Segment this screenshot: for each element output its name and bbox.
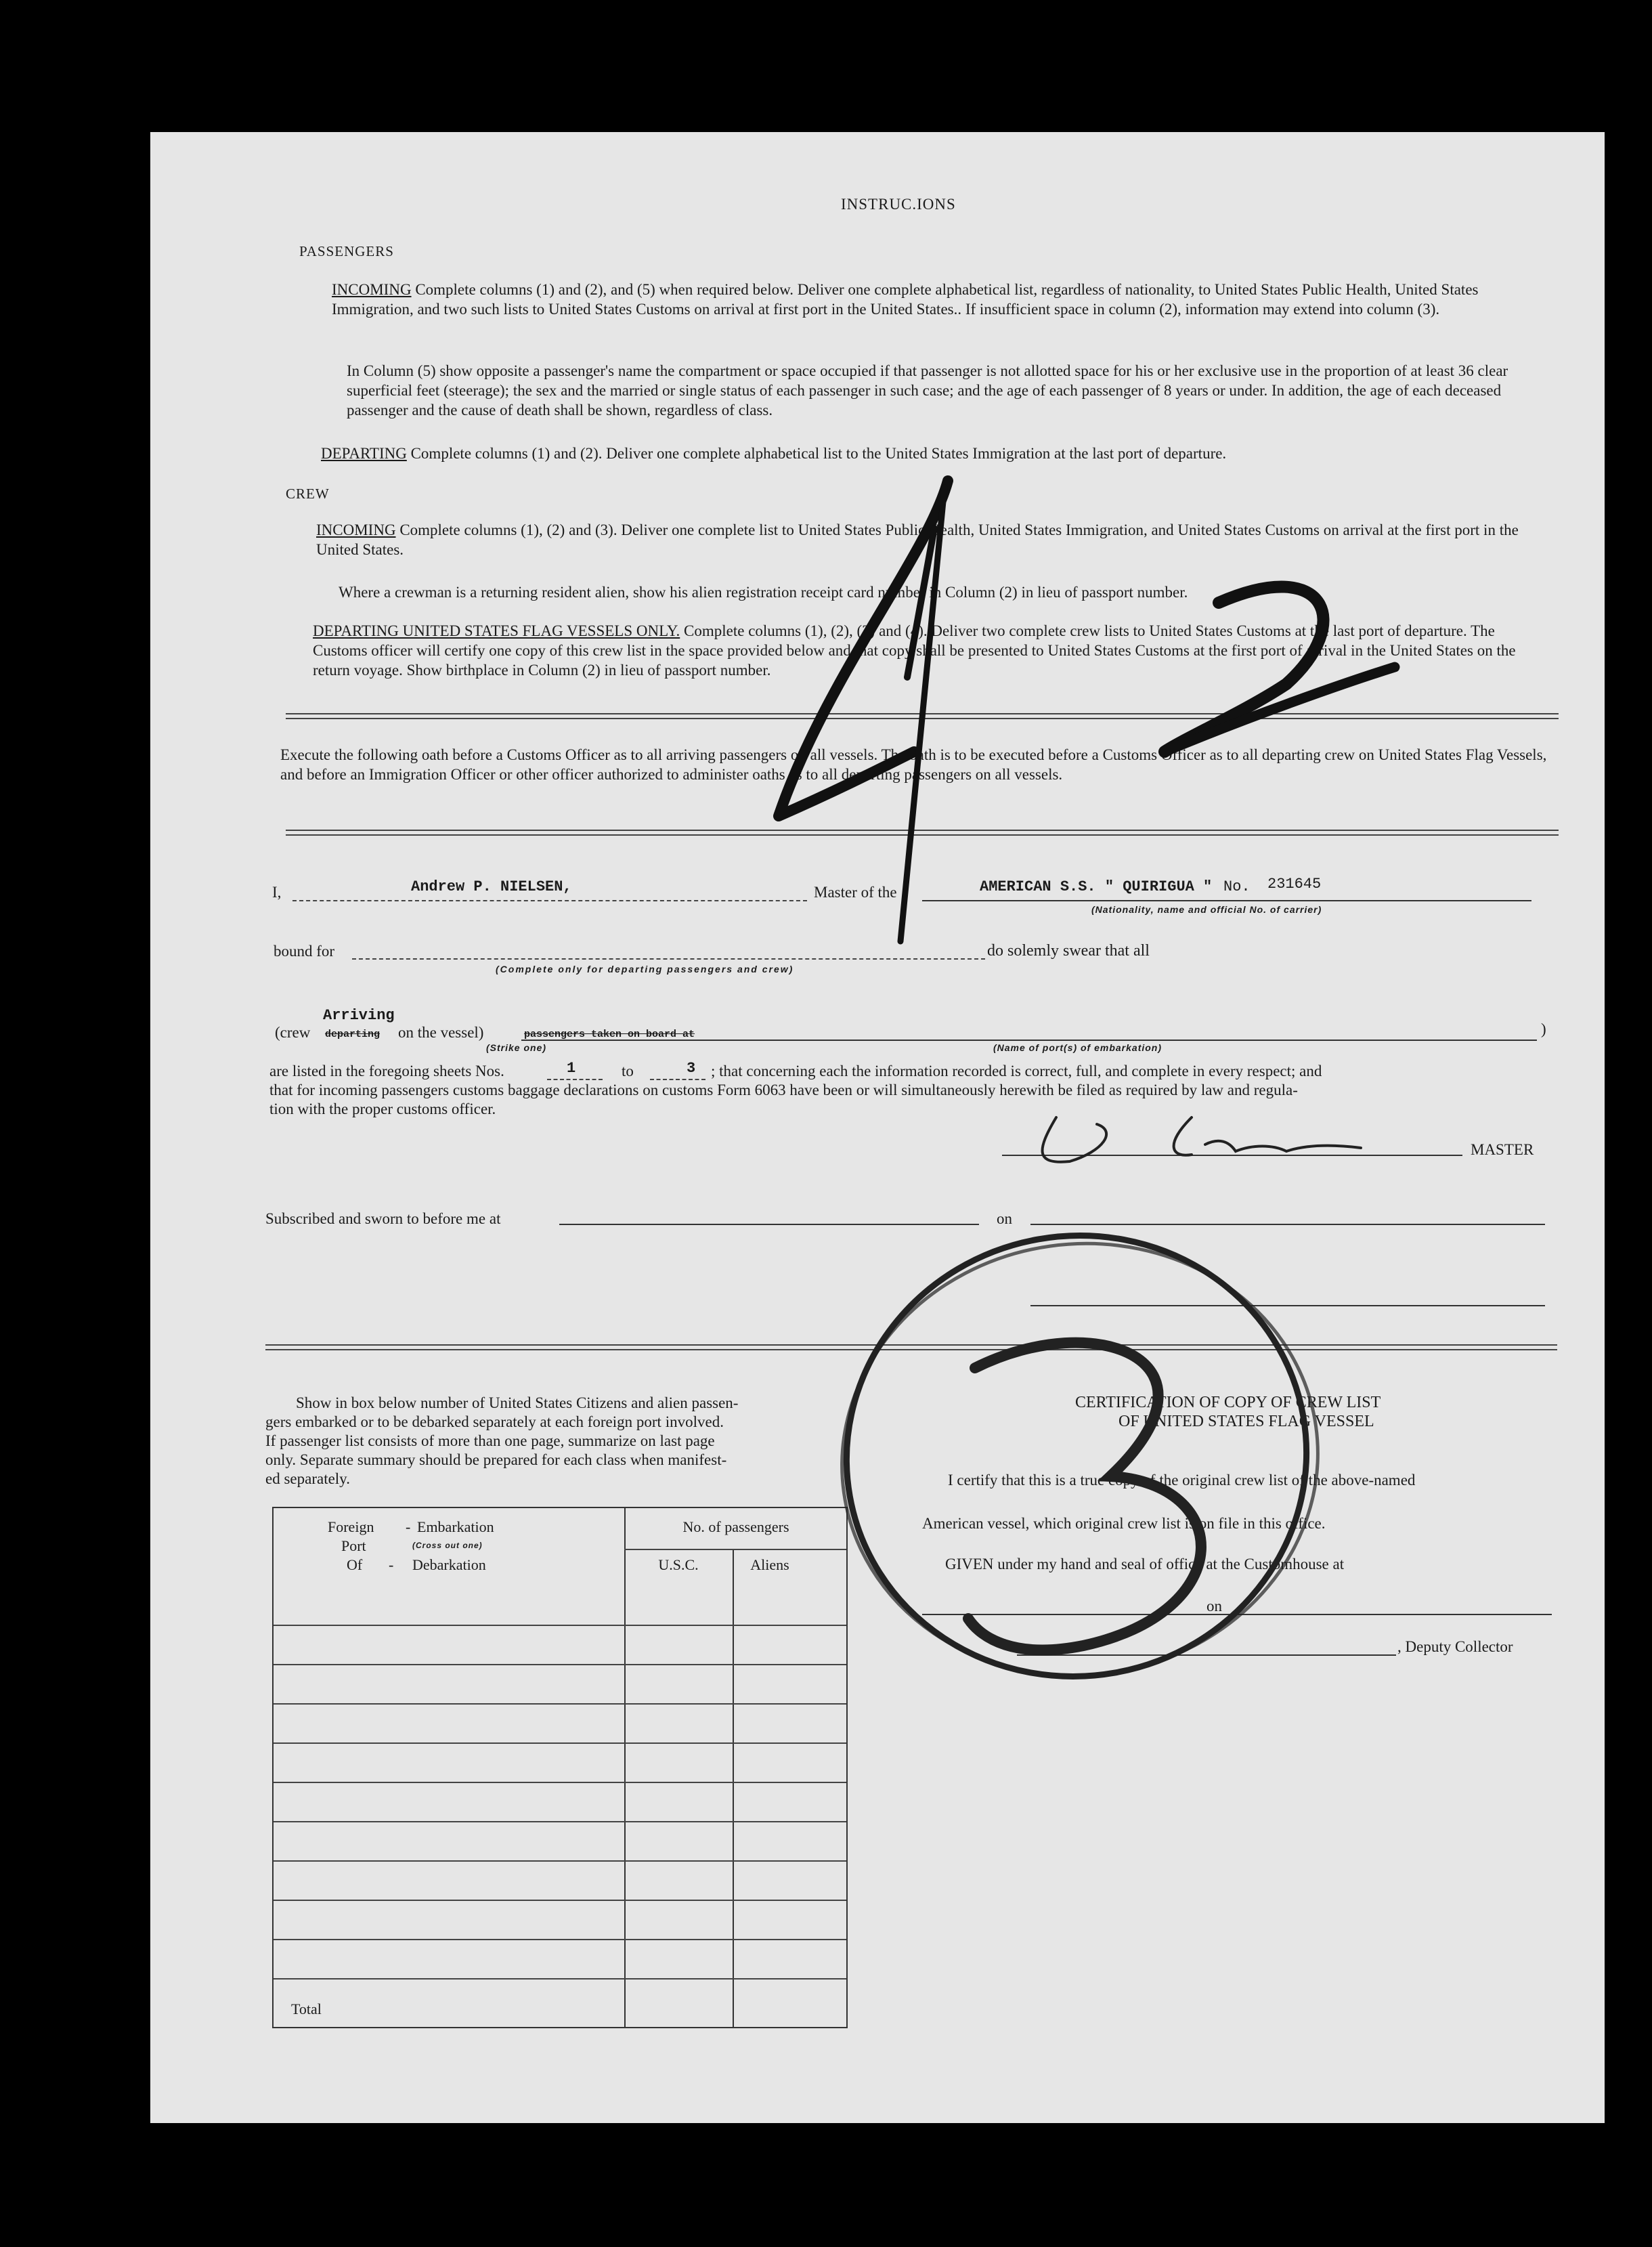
- port-caption: (Name of port(s) of embarkation): [993, 1042, 1162, 1053]
- divider-2: [286, 830, 1559, 836]
- col-dash-2: -: [389, 1556, 394, 1573]
- col-cross-out: (Cross out one): [412, 1541, 483, 1550]
- col-embarkation: Embarkation: [417, 1518, 494, 1535]
- sheet-from: 1: [567, 1060, 576, 1077]
- bound-for-line: [352, 958, 985, 960]
- bound-for-caption: (Complete only for departing passengers and crew): [496, 964, 794, 975]
- official-no: 231645: [1267, 876, 1322, 893]
- master-of-label: Master of the: [814, 884, 897, 901]
- incoming-label: INCOMING: [332, 281, 412, 298]
- crew-incoming-label: INCOMING: [316, 521, 396, 538]
- table-row-line: [274, 1664, 846, 1665]
- bound-for-label: bound for: [274, 943, 335, 960]
- total-label: Total: [291, 2000, 322, 2017]
- departing-text: Complete columns (1) and (2). Deliver one complete alphabetical list to the United States Immigration at the last port of departure.: [410, 445, 1227, 462]
- certification-line-1: I certify that this is a true copy of the original crew list of the above-named: [948, 1472, 1416, 1489]
- crew-incoming-paragraph: [316, 520, 1528, 559]
- crew-departing-text: Complete columns (1), (2), (3) and (4). Deliver two complete crew lists to United States Customs at the last port of departure. The Customs officer will certify one copy of this crew list in the space provided below and that copy shall be presented to United States Customs at the first port of arrival in the United States on the return voyage. Show birthplace in Column (2) in lieu of passport number.: [313, 622, 1516, 679]
- vessel-value: AMERICAN S.S. " QUIRIGUA ": [980, 878, 1213, 895]
- table-row-line: [274, 1900, 846, 1901]
- col-aliens: Aliens: [750, 1556, 789, 1573]
- master-label: MASTER: [1471, 1141, 1534, 1158]
- col-dash-1: -: [406, 1518, 411, 1535]
- sheets-prefix: are listed in the foregoing sheets Nos.: [269, 1063, 504, 1079]
- struck-passengers-text: passengers taken on board at: [524, 1029, 695, 1040]
- incoming-text: Complete columns (1) and (2), and (5) when required below. Deliver one complete alphabetical list, regardless of nationality, to United States Public Health, United States Immigration, and two such lists to United States Customs on arrival at first port in the United States.. If insufficient space in column (2), information may extend into column (3).: [332, 281, 1479, 318]
- arriving-label: Arriving: [323, 1007, 395, 1024]
- sheets-text-3: tion with the proper customs officer.: [269, 1100, 496, 1117]
- certification-title-1: CERTIFICATION OF COPY OF CREW LIST: [1075, 1394, 1381, 1411]
- passengers-incoming-paragraph: [332, 280, 1544, 319]
- sheets-text-2: that for incoming passengers customs baggage declarations on customs Form 6063 have been or will simultaneously herewith be filed as required by law and regula-: [269, 1082, 1298, 1098]
- on-vessel-text: on the vessel): [398, 1024, 484, 1041]
- instructions-title: INSTRUC.IONS: [841, 196, 956, 213]
- subscribed-on-label: on: [997, 1210, 1012, 1227]
- crew-departing-paragraph: [313, 621, 1552, 680]
- table-row-line: [274, 1742, 846, 1744]
- summary-line-2: gers embarked or to be debarked separately at each foreign port involved.: [265, 1413, 724, 1430]
- divider-1: [286, 713, 1559, 719]
- table-header-divider: [624, 1549, 846, 1550]
- master-signature-line: [1002, 1155, 1462, 1156]
- crew-prefix: (crew: [275, 1024, 311, 1041]
- table-row-line: [274, 1703, 846, 1705]
- certification-line-2: American vessel, which original crew list is on file in this office.: [922, 1515, 1326, 1532]
- summary-line-1: Show in box below number of United States Citizens and alien passen-: [296, 1394, 739, 1411]
- certification-line-3: GIVEN under my hand and seal of office at the Customhouse at: [945, 1556, 1345, 1572]
- subscribed-place-line: [559, 1224, 979, 1225]
- crew-heading: CREW: [286, 486, 330, 502]
- passengers-heading: PASSENGERS: [299, 243, 394, 259]
- port-line: [521, 1040, 1537, 1041]
- crew-incoming-text: Complete columns (1), (2) and (3). Deliver one complete list to United States Public Health, United States Immigration, and United States Customs on arrival at the first port in the United States.: [316, 521, 1519, 558]
- subscribed-label: Subscribed and sworn to before me at: [265, 1210, 501, 1227]
- column5-paragraph: In Column (5) show opposite a passenger's name the compartment or space occupied if that passenger is not allotted space for his or her exclusive use in the proportion of at least 36 clear superficial feet (steerage); the sex and the married or single status of each passenger in such case; and the age of each passenger of 8 years or under. In addition, the age of each deceased passenger and the cause of death shall be shown, regardless of class.: [347, 362, 1508, 419]
- summary-line-3: If passenger list consists of more than one page, summarize on last page: [265, 1432, 715, 1449]
- departing-label: DEPARTING: [321, 445, 407, 462]
- table-col-divider-2: [733, 1549, 734, 2027]
- vessel-caption: (Nationality, name and official No. of carrier): [1091, 904, 1322, 915]
- table-row-line: [274, 1821, 846, 1822]
- col-usc: U.S.C.: [658, 1556, 699, 1573]
- no-label: No.: [1223, 878, 1251, 895]
- col-debarkation: Debarkation: [412, 1556, 486, 1573]
- master-name-line: [292, 900, 807, 901]
- table-row-line: [274, 1978, 846, 1979]
- col-foreign: Foreign: [328, 1518, 374, 1535]
- struck-departing: departing: [325, 1029, 381, 1040]
- sheets-text-1: ; that concerning each the information recorded is correct, full, and complete in every respect; and: [711, 1063, 1322, 1079]
- certification-title-2: OF UNITED STATES FLAG VESSEL: [1118, 1413, 1374, 1430]
- table-row-line: [274, 1782, 846, 1783]
- strike-caption: (Strike one): [486, 1042, 547, 1053]
- table-row-line: [274, 1625, 846, 1626]
- table-col-divider-1: [624, 1508, 626, 2027]
- col-passengers: No. of passengers: [682, 1518, 789, 1535]
- deputy-label: , Deputy Collector: [1397, 1638, 1513, 1655]
- table-row-line: [274, 1860, 846, 1862]
- crew-resident-paragraph: Where a crewman is a returning resident alien, show his alien registration receipt card number in Column (2) in lieu of passport number.: [339, 584, 1188, 601]
- sheet-to: 3: [687, 1060, 696, 1077]
- divider-3: [265, 1344, 1557, 1350]
- master-name: Andrew P. NIELSEN,: [411, 878, 572, 895]
- subscribed-date-line: [1030, 1224, 1545, 1225]
- certification-on-label: on: [1207, 1598, 1222, 1614]
- document-page: [150, 132, 1605, 2123]
- oath-instruction: Execute the following oath before a Customs Officer as to all arriving passengers on all vessels. The oath is to be executed before a Customs Officer as to all departing crew on United States Flag Vessels, and before an Immigration Officer or other officer authorized to administer oaths as to all departing passengers on all vessels.: [280, 746, 1547, 783]
- col-port: Port: [341, 1537, 366, 1554]
- deputy-line: [1017, 1654, 1396, 1656]
- close-paren: ): [1541, 1021, 1546, 1037]
- swear-text: do solemly swear that all: [987, 942, 1150, 960]
- oath-i-label: I,: [272, 884, 282, 901]
- vessel-line: [922, 900, 1531, 901]
- extra-line: [1030, 1305, 1545, 1306]
- table-row-line: [274, 1939, 846, 1940]
- passengers-departing-paragraph: [321, 444, 1560, 463]
- passenger-summary-table: [272, 1507, 848, 2028]
- crew-departing-label: DEPARTING UNITED STATES FLAG VESSELS ONLY.: [313, 622, 680, 639]
- certification-date-line: [1227, 1614, 1552, 1615]
- col-of: Of: [347, 1556, 363, 1573]
- summary-line-5: ed separately.: [265, 1470, 350, 1487]
- sheet-to-label: to: [622, 1063, 634, 1079]
- summary-line-4: only. Separate summary should be prepared for each class when manifest-: [265, 1451, 727, 1468]
